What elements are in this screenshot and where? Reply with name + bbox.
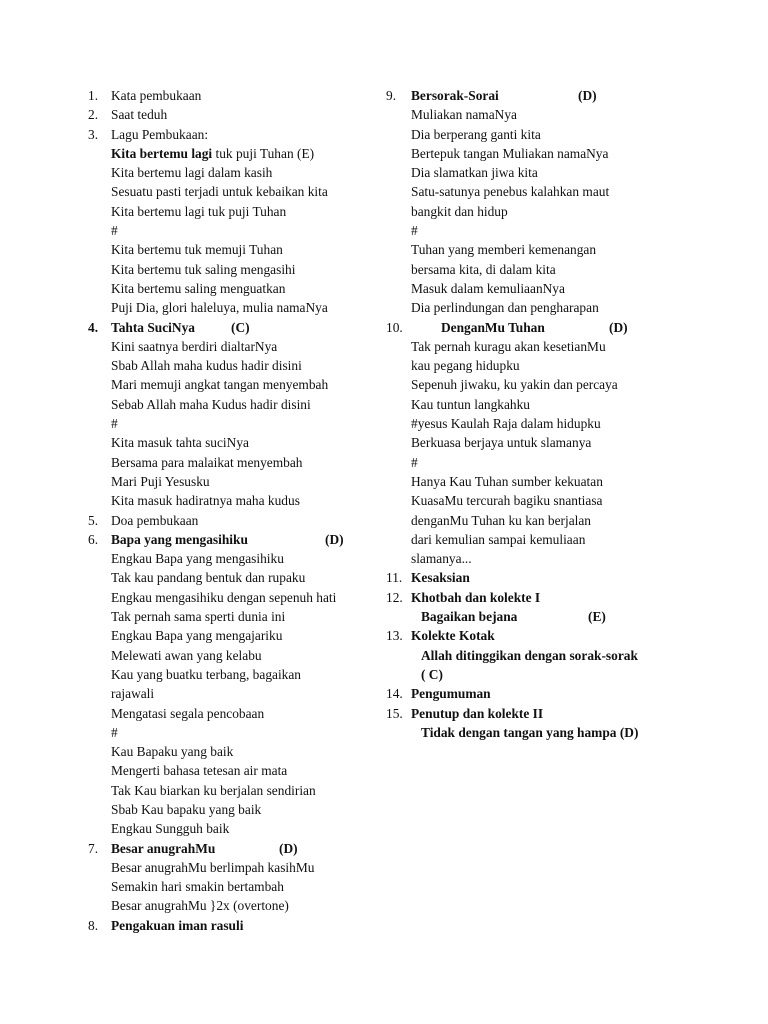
item-text: # — [111, 223, 118, 239]
list-item — [386, 626, 706, 645]
list-item — [88, 781, 388, 800]
item-text: Sepenuh jiwaku, ku yakin dan percaya — [411, 377, 618, 393]
list-item — [386, 588, 706, 607]
item-text: Masuk dalam kemuliaanNya — [411, 280, 565, 296]
list-item — [88, 761, 388, 780]
list-item — [88, 800, 388, 819]
list-item — [386, 511, 706, 530]
list-item — [88, 240, 388, 259]
left-column — [88, 86, 388, 935]
list-item — [88, 318, 388, 337]
song-key-label: (E) — [588, 609, 606, 625]
item-text: # — [111, 724, 118, 740]
item-text: Kau Bapaku yang baik — [111, 744, 234, 760]
list-item — [88, 839, 388, 858]
item-heading: Penutup dan kolekte II — [411, 705, 544, 721]
item-text: Sebab Allah maha Kudus hadir disini — [111, 396, 311, 412]
song-key-label: (D) — [325, 531, 344, 547]
list-item — [88, 858, 388, 877]
list-item — [88, 896, 388, 915]
list-item — [88, 916, 388, 935]
list-item — [88, 511, 388, 530]
list-item — [88, 665, 388, 684]
list-item — [88, 491, 388, 510]
item-number: 6. — [88, 531, 99, 547]
list-item — [88, 723, 388, 742]
list-item — [88, 626, 388, 645]
item-text: Kita masuk tahta suciNya — [111, 435, 249, 451]
item-text: Kita bertemu lagi dalam kasih — [111, 165, 273, 181]
item-text: Sbab Allah maha kudus hadir disini — [111, 358, 302, 374]
item-text: Kau tuntun langkahku — [411, 396, 531, 412]
item-heading: Kita bertemu lagi tuk puji Tuhan (E) — [111, 145, 315, 161]
list-item — [386, 356, 706, 375]
list-item — [386, 568, 706, 587]
item-number: 2. — [88, 107, 99, 123]
item-text: KuasaMu tercurah bagiku snantiasa — [411, 493, 603, 509]
item-text: Engkau mengasihiku dengan sepenuh hati — [111, 589, 337, 605]
list-item — [386, 182, 706, 201]
item-text: Satu-satunya penebus kalahkan maut — [411, 184, 610, 200]
item-text: Sbab Kau bapaku yang baik — [111, 801, 262, 817]
item-heading: Bapa yang mengasihiku — [111, 531, 248, 547]
item-text: Dia slamatkan jiwa kita — [411, 165, 538, 181]
item-text: Kita masuk hadiratnya maha kudus — [111, 493, 300, 509]
item-number: 12. — [386, 589, 403, 605]
item-text: denganMu Tuhan ku kan berjalan — [411, 512, 592, 528]
item-text: Dia berperang ganti kita — [411, 126, 541, 142]
list-item — [386, 240, 706, 259]
list-item — [88, 646, 388, 665]
list-item — [88, 453, 388, 472]
list-item — [386, 298, 706, 317]
item-text: Kata pembukaan — [111, 88, 202, 103]
item-number: 15. — [386, 705, 403, 721]
list-item — [88, 105, 388, 124]
song-key-label: (C) — [231, 319, 250, 335]
list-item — [386, 723, 706, 742]
item-text: Lagu Pembukaan: — [111, 126, 209, 142]
item-text: bersama kita, di dalam kita — [411, 261, 556, 277]
item-heading: Bersorak-Sorai — [411, 88, 499, 103]
item-heading: Kolekte Kotak — [411, 628, 495, 644]
item-text: Kita bertemu tuk saling mengasihi — [111, 261, 296, 277]
item-heading: Pengakuan iman rasuli — [111, 917, 244, 933]
list-item — [88, 337, 388, 356]
list-item — [88, 549, 388, 568]
item-text: # — [411, 223, 418, 239]
list-item — [88, 375, 388, 394]
list-item — [88, 414, 388, 433]
list-item — [386, 221, 706, 240]
item-number: 13. — [386, 628, 403, 644]
list-item — [386, 530, 706, 549]
item-number: 7. — [88, 840, 99, 856]
list-item — [88, 704, 388, 723]
list-item — [386, 607, 706, 626]
item-text: Bersama para malaikat menyembah — [111, 454, 303, 470]
list-item — [386, 375, 706, 394]
list-item — [386, 491, 706, 510]
song-key-label: (D) — [578, 88, 597, 103]
item-heading: Tidak dengan tangan yang hampa (D) — [421, 724, 639, 740]
list-item — [88, 877, 388, 896]
list-item — [88, 125, 388, 144]
item-heading: Bagaikan bejana — [421, 609, 518, 625]
song-key-label: (D) — [279, 840, 298, 856]
item-text: Tak kau pandang bentuk dan rupaku — [111, 570, 306, 586]
list-item — [386, 472, 706, 491]
item-heading: Besar anugrahMu — [111, 840, 216, 856]
item-text: Engkau Bapa yang mengasihiku — [111, 551, 284, 567]
item-text: Engkau Bapa yang mengajariku — [111, 628, 283, 644]
list-item — [88, 182, 388, 201]
list-item — [386, 260, 706, 279]
list-item — [386, 318, 706, 337]
list-item — [386, 414, 706, 433]
list-item — [386, 433, 706, 452]
list-item — [386, 202, 706, 221]
item-text: bangkit dan hidup — [411, 203, 508, 219]
list-item — [88, 356, 388, 375]
item-text: Tuhan yang memberi kemenangan — [411, 242, 597, 258]
item-heading: ( C) — [421, 666, 443, 682]
list-item — [88, 684, 388, 703]
list-item — [88, 163, 388, 182]
item-text: Besar anugrahMu }2x (overtone) — [111, 898, 289, 914]
list-item — [88, 530, 388, 549]
list-item — [88, 221, 388, 240]
item-text: Tak Kau biarkan ku berjalan sendirian — [111, 782, 316, 798]
list-item — [386, 105, 706, 124]
item-text: Melewati awan yang kelabu — [111, 647, 262, 663]
list-item — [88, 568, 388, 587]
item-number: 3. — [88, 126, 99, 142]
list-item — [386, 163, 706, 182]
list-item — [386, 144, 706, 163]
list-item — [88, 607, 388, 626]
item-text: Saat teduh — [111, 107, 168, 123]
item-text: Engkau Sungguh baik — [111, 821, 230, 837]
song-key-label: (D) — [609, 319, 628, 335]
item-number: 11. — [386, 570, 403, 586]
item-text: kau pegang hidupku — [411, 358, 520, 374]
list-item — [386, 646, 706, 665]
list-item — [386, 279, 706, 298]
item-text: Puji Dia, glori haleluya, mulia namaNya — [111, 300, 328, 316]
item-text-tail: tuk puji Tuhan (E) — [212, 145, 315, 161]
item-number: 4. — [88, 319, 99, 335]
item-text: Hanya Kau Tuhan sumber kekuatan — [411, 473, 603, 489]
list-item — [88, 472, 388, 491]
list-item — [386, 665, 706, 684]
item-number: 5. — [88, 512, 99, 528]
item-text: rajawali — [111, 686, 155, 702]
item-text: Tak pernah sama sperti dunia ini — [111, 609, 286, 625]
list-item — [88, 588, 388, 607]
item-heading: Khotbah dan kolekte I — [411, 589, 541, 605]
item-number: 14. — [386, 686, 403, 702]
item-text: Kita bertemu lagi tuk puji Tuhan — [111, 203, 287, 219]
list-item — [386, 395, 706, 414]
list-item — [386, 549, 706, 568]
list-item — [386, 684, 706, 703]
right-column — [386, 86, 706, 742]
item-text: Mari memuji angkat tangan menyembah — [111, 377, 329, 393]
item-number: 8. — [88, 917, 99, 933]
item-heading: Tahta SuciNya — [111, 319, 195, 335]
list-item — [386, 125, 706, 144]
item-heading: DenganMu Tuhan — [441, 319, 545, 335]
item-text: Mengerti bahasa tetesan air mata — [111, 763, 288, 779]
item-text: # — [411, 454, 418, 470]
list-item — [88, 86, 388, 105]
item-text: Kau yang buatku terbang, bagaikan — [111, 666, 302, 682]
item-text: slamanya... — [411, 551, 472, 567]
item-text: Berkuasa berjaya untuk slamanya — [411, 435, 592, 451]
item-text: Kita bertemu tuk memuji Tuhan — [111, 242, 283, 258]
item-text: Tak pernah kuragu akan kesetianMu — [411, 338, 606, 354]
list-item — [88, 144, 388, 163]
item-text: Bertepuk tangan Muliakan namaNya — [411, 145, 609, 161]
list-item — [88, 433, 388, 452]
item-text: Dia perlindungan dan pengharapan — [411, 300, 599, 316]
item-number: 9. — [386, 88, 397, 103]
list-item — [386, 704, 706, 723]
item-heading: Allah ditinggikan dengan sorak-sorak — [421, 647, 638, 663]
item-heading: Pengumuman — [411, 686, 491, 702]
item-text: Mari Puji Yesusku — [111, 473, 210, 489]
item-number: 1. — [88, 88, 99, 103]
item-text: Semakin hari smakin bertambah — [111, 879, 284, 895]
item-text: dari kemulian sampai kemuliaan — [411, 531, 586, 547]
list-item — [88, 279, 388, 298]
item-text: # — [111, 416, 118, 432]
list-item — [88, 395, 388, 414]
item-text: Kini saatnya berdiri dialtarNya — [111, 338, 278, 354]
item-text: #yesus Kaulah Raja dalam hidupku — [411, 416, 601, 432]
list-item — [386, 86, 706, 105]
item-text: Sesuatu pasti terjadi untuk kebaikan kita — [111, 184, 328, 200]
list-item — [88, 202, 388, 221]
list-item — [386, 453, 706, 472]
list-item — [88, 260, 388, 279]
item-text: Mengatasi segala pencobaan — [111, 705, 265, 721]
list-item — [386, 337, 706, 356]
list-item — [88, 819, 388, 838]
item-text: Kita bertemu saling menguatkan — [111, 280, 286, 296]
item-number: 10. — [386, 319, 403, 335]
list-item — [88, 298, 388, 317]
item-text: Doa pembukaan — [111, 512, 199, 528]
item-text: Muliakan namaNya — [411, 107, 517, 123]
list-item — [88, 742, 388, 761]
item-text: Besar anugrahMu berlimpah kasihMu — [111, 859, 315, 875]
item-heading: Kesaksian — [411, 570, 470, 586]
